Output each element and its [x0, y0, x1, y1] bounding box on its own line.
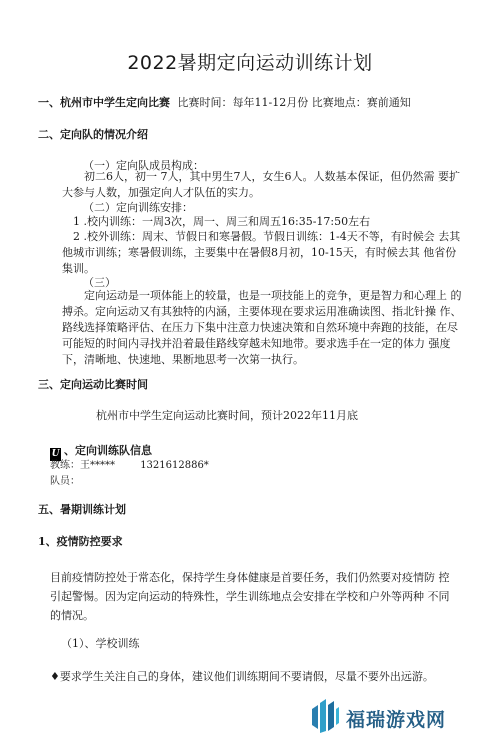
section-2-item-2: 2 .校外训练：周末、节假日和寒暑假。节假日训练：1-4天不等，有时候会 去其他城市训练；寒暑假训练，主要集中在暑假8月初，10-15天，有时候去其 他省份集训。	[62, 230, 461, 275]
coach-row	[50, 459, 209, 473]
section-5-sub1: 1、疫情防控要求	[38, 535, 123, 548]
section-1	[38, 96, 411, 110]
site-watermark	[310, 701, 490, 735]
section-2-sub2: （二）定向训练安排：	[83, 201, 193, 214]
coach-phone: 1321612886*	[140, 460, 209, 471]
coach-label: 教练：	[50, 460, 80, 471]
section-1-heading: 一、杭州市中学生定向比赛	[38, 96, 170, 109]
members-label: 队员：	[50, 476, 80, 487]
section-2-sub1: （一）定向队成员构成：	[83, 159, 204, 172]
section-3-heading: 三、定向运动比赛时间	[38, 378, 148, 391]
document-title: 2022暑期定向运动训练计划	[127, 52, 373, 74]
section-3-text: 杭州市中学生定向运动比赛时间，预计2022年11月底	[96, 409, 358, 422]
section-1-info: 比赛时间：每年11-12月份 比赛地点：赛前通知	[177, 96, 411, 109]
section-5-paragraph-1: 目前疫情防控处于常态化，保持学生身体健康是首要任务，我们仍然要对疫情防 控引起警惕。因为定向运动的特殊性，学生训练地点会安排在学校和户外等两种 不同的情况。	[50, 571, 450, 622]
section-4-heading: 、定向训练队信息	[64, 444, 152, 457]
section-5-bullet: ♦要求学生关注自己的身体，建议他们训练期间不要请假，尽量不要外出远游。	[50, 670, 434, 683]
watermark-text: 福瑞游戏网	[346, 708, 447, 731]
section-2-item-1: 1 .校内训练：一周3次，周一、周三和周五16:35-17:50左右	[73, 215, 371, 228]
section-2-paragraph-2: 定向运动是一项体能上的较量，也是一项技能上的竞争，更是智力和心理上 的搏杀。定向运动又有其独特的内涵，主要体现在要求运用准确读图、指北针操 作、路线选择策略评估、在压力下集中注意力快速决策和自然环境中奔跑的技能，在尽可能短的时间内寻找并沿着最佳路线穿越未知地带。要求选手在一定的体力 强度下，清晰地、快速地、果断地思考一次第一执行。	[62, 289, 462, 366]
section-4-number-marker: U	[51, 449, 60, 459]
section-2-paragraph-1: 初二6人，初一 7人，其中男生7人，女生6人。人数基本保证，但仍然需 要扩大参与人数，加强定向人才队伍的实力。	[62, 170, 460, 199]
coach-name: 王*****	[80, 460, 115, 471]
section-2-sub3: （三）	[83, 276, 116, 289]
section-5-sub2: （1）、学校训练	[61, 637, 140, 650]
section-2-heading: 二、定向队的情况介绍	[38, 128, 148, 141]
brand-logo-icon	[310, 699, 340, 737]
section-5-heading: 五、暑期训练计划	[38, 503, 126, 516]
